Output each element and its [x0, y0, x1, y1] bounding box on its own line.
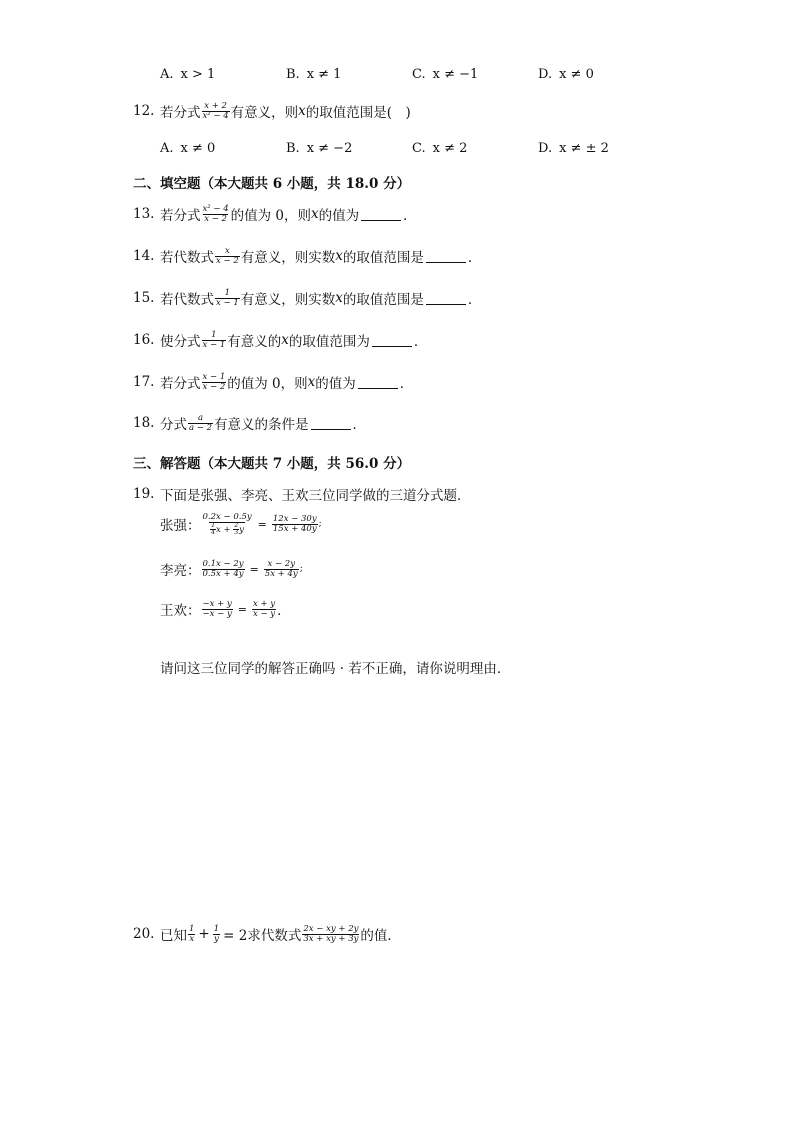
question-12: 12. 若分式 $\frac{x + 2}{\text{x² − 4}}$ 有意义，则 x 的取值范围是( ): [133, 100, 411, 121]
question-16: 16. 使分式 $\frac{1}{x - 1}$ 有意义的 x 的取值范围为 ．: [133, 329, 428, 350]
q17-answer-blank[interactable]: [358, 376, 398, 389]
question-19: 19. 下面是张强、李亮、王欢三位同学做的三道分式题．: [133, 486, 471, 504]
q11-option-c[interactable]: C. x ≠ −1: [412, 67, 479, 82]
q14-fraction: $\frac{x}{x - 2}$: [216, 245, 239, 266]
q12-option-d[interactable]: D. x ≠ ± 2: [538, 141, 609, 156]
q19-prompt: 请问这三位同学的解答正确吗 · 若不正确，请你说明理由．: [160, 661, 511, 677]
section-answer-title: 三、解答题（本大题共 7 小题，共 56.0 分）: [133, 456, 411, 472]
q19-zhang-work: 张强： 0.2x − 0.5y $\frac{1}{4}$ x + $\frac{2}{3}$ y = $\frac{12x - 30y}{15x + 40y}$ ;: [160, 512, 322, 536]
question-17: 17. 若分式 $\frac{x - 1}{x - 2}$ 的值为 0，则 x 的值为 ．: [133, 371, 414, 392]
q11-options: [160, 67, 664, 82]
q13-fraction: $\frac{\text{x² − 4}}{x - 2}$: [202, 203, 229, 224]
q12-fraction: $\frac{x + 2}{\text{x² − 4}}$: [202, 100, 229, 121]
q16-fraction: $\frac{1}{x - 1}$: [202, 329, 226, 350]
q11-option-b[interactable]: B. x ≠ 1: [286, 67, 342, 82]
q20-fraction-1: $\frac{1}{x}$: [189, 923, 195, 944]
q18-answer-blank[interactable]: [311, 417, 351, 430]
question-13: 13. 若分式 $\frac{\text{x² − 4}}{x - 2}$ 的值为 0，则 x 的值为 ．: [133, 203, 417, 224]
li-right-fraction: $\frac{x - 2y}{5x + 4y}$: [264, 558, 298, 579]
q20-fraction-2: $\frac{1}{y}$: [213, 923, 220, 944]
q19-li-work: 李亮： $\frac{0.1x - 2y}{0.5x + 4y}$ = $\frac{x - 2y}{5x + 4y}$ ;: [160, 558, 303, 579]
q14-answer-blank[interactable]: [426, 250, 466, 263]
li-left-fraction: $\frac{0.1x - 2y}{0.5x + 4y}$: [202, 558, 244, 579]
q12-option-a[interactable]: A. x ≠ 0: [160, 141, 216, 156]
q11-option-a[interactable]: A. x > 1: [160, 67, 216, 82]
wang-left-fraction: $\frac{-x + y}{-x - y}$: [202, 598, 232, 619]
question-20: 20. 已知 $\frac{1}{x}$ + $\frac{1}{y}$ = 2求代数式 $\frac{2x - xy + 2y}{3x + xy + 3y}$ 的值．: [133, 923, 401, 944]
q12-option-c[interactable]: C. x ≠ 2: [412, 141, 468, 156]
question-15: 15. 若代数式 $\frac{1}{x - 1}$ 有意义，则实数 x 的取值范围是 ．: [133, 287, 482, 308]
q11-option-d[interactable]: D. x ≠ 0: [538, 67, 594, 82]
question-18: 18. 分式 $\frac{a}{a - 2}$ 有意义的条件是 ．: [133, 412, 367, 433]
wang-right-fraction: $\frac{x + y}{x - y}$: [252, 598, 276, 619]
section-fill-blank-title: 二、填空题（本大题共 6 小题，共 18.0 分）: [133, 176, 411, 192]
q18-fraction: $\frac{a}{a - 2}$: [189, 412, 213, 433]
q16-answer-blank[interactable]: [372, 334, 412, 347]
zhang-right-fraction: $\frac{12x - 30y}{15x + 40y}$: [272, 514, 317, 534]
q12-options: [160, 141, 664, 156]
q13-answer-blank[interactable]: [361, 208, 401, 221]
question-14: 14. 若代数式 $\frac{x}{x - 2}$ 有意义，则实数 x 的取值范围是 ．: [133, 245, 482, 266]
q12-option-b[interactable]: B. x ≠ −2: [286, 141, 353, 156]
q17-fraction: $\frac{x - 1}{x - 2}$: [202, 371, 226, 392]
q20-fraction-3: $\frac{2x - xy + 2y}{3x + xy + 3y}$: [303, 923, 359, 944]
q15-fraction: $\frac{1}{x - 1}$: [216, 287, 239, 308]
q19-wang-work: 王欢： $\frac{-x + y}{-x - y}$ = $\frac{x + y}{x - y}$ ．: [160, 598, 291, 619]
zhang-left-fraction: 0.2x − 0.5y $\frac{1}{4}$ x + $\frac{2}{3}$ y: [202, 512, 252, 536]
q15-answer-blank[interactable]: [426, 292, 466, 305]
